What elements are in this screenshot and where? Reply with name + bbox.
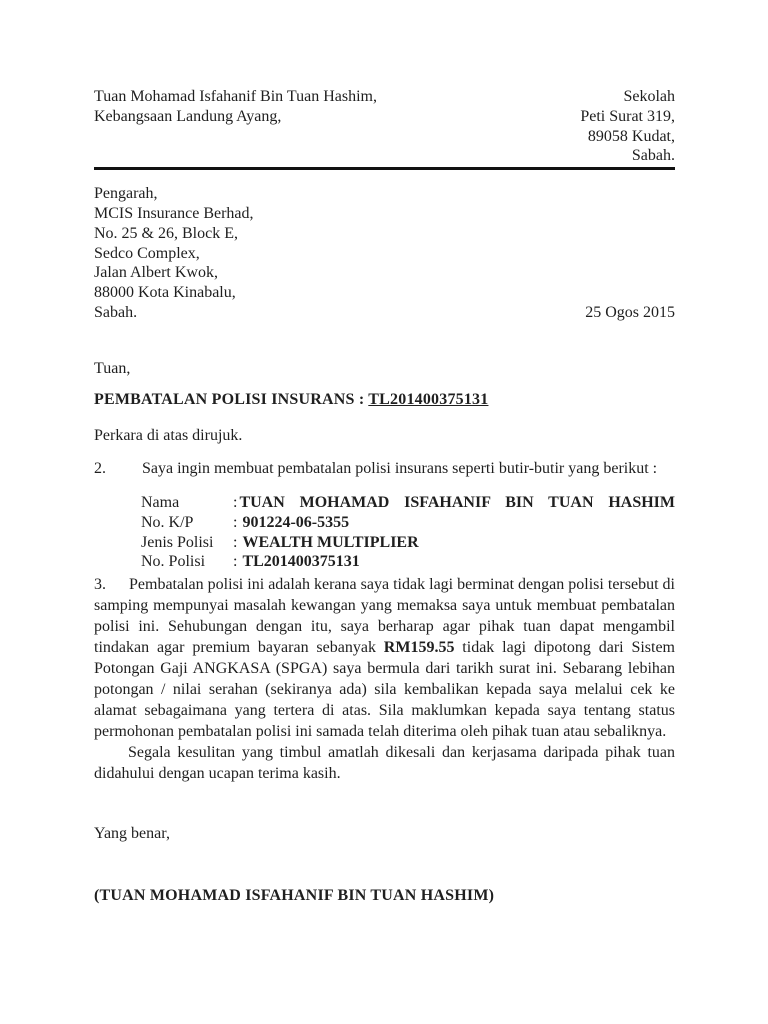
reference-line: Perkara di atas dirujuk. — [94, 427, 243, 445]
detail-value: TL201400375131 — [242, 553, 360, 571]
paragraph-3 — [94, 574, 675, 742]
detail-row-nama — [94, 493, 675, 513]
sender-address-right — [580, 87, 675, 166]
recipient-line: Jalan Albert Kwok, — [94, 264, 218, 282]
sender-line: Sekolah — [623, 88, 675, 105]
sender-address-left — [94, 87, 377, 127]
closing-paragraph: Segala kesulitan yang timbul amatlah dikesali dan kerjasama daripada pihak tuan didahului dengan ucapan terima kasih. — [94, 744, 675, 783]
detail-row-jenis-polisi — [94, 533, 675, 553]
sender-line: 89058 Kudat, — [587, 127, 675, 145]
recipient-line: Sabah. — [94, 303, 138, 321]
detail-row-no-polisi — [94, 552, 675, 572]
detail-value: 901224-06-5355 — [242, 513, 350, 531]
recipient-line: MCIS Insurance Berhad, — [94, 204, 254, 222]
detail-label: Nama — [141, 493, 180, 511]
detail-separator: : — [233, 493, 238, 511]
premium-amount: RM159.55 — [383, 639, 455, 657]
recipient-last-row — [94, 303, 675, 323]
sender-address-block — [94, 87, 675, 170]
recipient-address-block — [94, 184, 675, 323]
sender-line: Kebangsaan Landung Ayang, — [94, 107, 282, 125]
recipient-line: Sedco Complex, — [94, 244, 200, 262]
sender-line: Tuan Mohamad Isfahanif Bin Tuan Hashim, — [94, 88, 377, 105]
subject-prefix: PEMBATALAN POLISI INSURANS : — [94, 390, 369, 408]
paragraph-2-text: Saya ingin membuat pembatalan polisi insurans seperti butir-butir yang berikut : — [142, 460, 658, 478]
recipient-line: Pengarah, — [94, 185, 158, 203]
policy-details — [94, 493, 675, 572]
detail-value: WEALTH MULTIPLIER — [242, 533, 419, 551]
salutation: Tuan, — [94, 359, 131, 377]
sender-line: Sabah. — [631, 147, 675, 165]
detail-label: No. K/P — [141, 513, 194, 531]
paragraph-2 — [94, 459, 675, 479]
recipient-line: 88000 Kota Kinabalu, — [94, 284, 236, 302]
paragraph-3-number: 3. — [94, 576, 106, 594]
subject-policy-number: TL201400375131 — [368, 390, 489, 408]
paragraph-3-text-1: Pembatalan polisi ini adalah kerana saya tidak lagi berminat dengan polisi tersebut di samping mempunyai masalah kewangan yang memaksa saya untuk membuat pembatalan polisi ini. Sehubungan dengan itu, saya berharap agar pihak tuan dapat mengambil tindakan agar premium bayaran sebanyak — [94, 576, 675, 657]
paragraph-3-text-2: tidak lagi dipotong dari Sistem Potongan Gaji ANGKASA (SPGA) saya bermula dari tarikh surat ini. Sebarang lebihan potongan / nilai serahan (sekiranya ada) sila kembalikan kepada saya melalui cek ke alamat sebagaimana yang tertera di atas. Sila maklumkan kepada saya tentang status permohonan pembatalan polisi ini samada telah diterima oleh pihak tuan atau sebaliknya. — [94, 639, 676, 741]
letter-content — [94, 87, 675, 906]
detail-value: TUAN MOHAMAD ISFAHANIF BIN TUAN HASHIM — [239, 493, 675, 511]
recipient-line: No. 25 & 26, Block E, — [94, 224, 238, 242]
sender-line: Peti Surat 319, — [580, 107, 675, 125]
subject-line — [94, 390, 675, 410]
detail-separator: : — [233, 533, 238, 551]
detail-label: No. Polisi — [141, 553, 206, 571]
letter-date: 25 Ogos 2015 — [585, 303, 675, 321]
detail-separator: : — [233, 513, 238, 531]
detail-separator: : — [233, 553, 238, 571]
paragraph-2-number: 2. — [94, 460, 106, 478]
detail-row-no-kp — [94, 513, 675, 533]
detail-label: Jenis Polisi — [141, 533, 214, 551]
sign-off: Yang benar, — [94, 825, 170, 843]
signature-name: (TUAN MOHAMAD ISFAHANIF BIN TUAN HASHIM) — [94, 886, 495, 904]
